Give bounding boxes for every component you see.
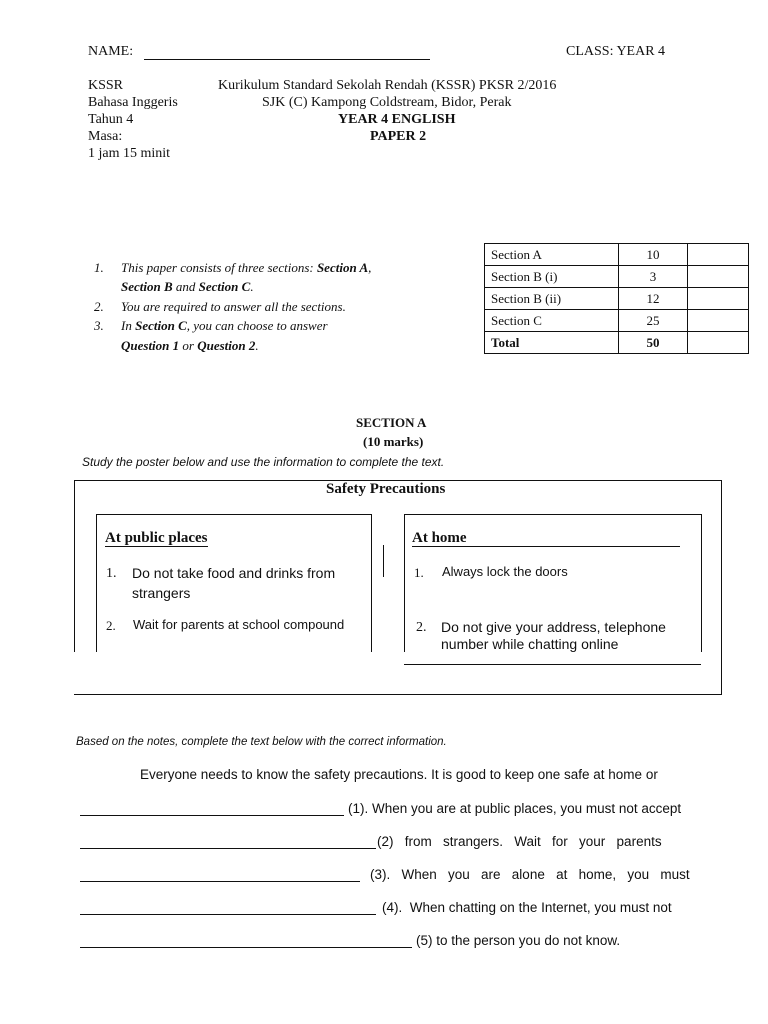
- instruction-text: You are required to answer all the sections.: [121, 299, 346, 314]
- left-item2-num: 2.: [106, 618, 116, 633]
- left-item2: Wait for parents at school compound: [133, 617, 345, 632]
- left-item1-line1: Do not take food and drinks from: [132, 565, 336, 581]
- poster-title: Safety Precautions: [326, 481, 446, 497]
- instruction-text: .: [250, 279, 254, 294]
- left-col-subject: Bahasa Inggeris: [88, 95, 178, 110]
- score-cell[interactable]: [688, 266, 749, 288]
- table-row: [485, 244, 749, 266]
- completion-line-2: (2) from strangers. Wait for your parents: [377, 834, 662, 849]
- blank-4[interactable]: [80, 914, 376, 915]
- completion-intro: Everyone needs to know the safety precautions. It is good to keep one safe at home or: [140, 767, 658, 782]
- total-score-cell[interactable]: [688, 332, 749, 354]
- instruction-text: , you can choose to answer: [186, 318, 328, 333]
- completion-line-4: (4). When chatting on the Internet, you must not: [382, 900, 672, 915]
- total-label-cell: Total: [485, 332, 619, 354]
- left-box-top: [96, 514, 372, 515]
- marks-cell: 3: [619, 266, 688, 288]
- right-item2-line2: number while chatting online: [441, 636, 619, 652]
- total-marks-cell: 50: [619, 332, 688, 354]
- completion-instruction: Based on the notes, complete the text below with the correct information.: [76, 736, 447, 748]
- curriculum-line: Kurikulum Standard Sekolah Rendah (KSSR) PKSR 2/2016: [218, 78, 557, 93]
- instruction-num-3: 3.: [94, 318, 104, 333]
- left-col-kssr: KSSR: [88, 78, 124, 93]
- right-box-top: [404, 514, 701, 515]
- marks-cell: 12: [619, 288, 688, 310]
- completion-line-3: (3). When you are alone at home, you must: [370, 867, 690, 882]
- table-row-total: [485, 332, 749, 354]
- instruction-num-2: 2.: [94, 299, 104, 314]
- class-label: CLASS: YEAR 4: [566, 44, 666, 59]
- left-col-duration: 1 jam 15 minit: [88, 146, 171, 161]
- score-cell[interactable]: [688, 310, 749, 332]
- instruction-text: .: [255, 338, 259, 353]
- instruction-text: or: [179, 338, 198, 353]
- blank-2[interactable]: [80, 848, 376, 849]
- marks-table: [484, 243, 749, 354]
- right-box-bottom: [404, 664, 701, 665]
- left-heading: At public places: [105, 530, 208, 546]
- right-item1: Always lock the doors: [442, 564, 568, 579]
- instruction-text: In: [121, 318, 136, 333]
- instruction-emphasis: Question 1: [121, 338, 180, 353]
- poster-left-border: [74, 480, 75, 652]
- left-col-time-label: Masa:: [88, 129, 123, 144]
- instruction-text: ,: [368, 260, 372, 275]
- blank-1[interactable]: [80, 815, 344, 816]
- section-cell: Section B (ii): [485, 288, 619, 310]
- section-a-instruction: Study the poster below and use the information to complete the text.: [82, 455, 445, 469]
- right-box-left: [404, 514, 405, 652]
- left-box-left: [96, 514, 97, 652]
- completion-line-1: (1). When you are at public places, you must not accept: [348, 801, 682, 816]
- left-item1-num: 1.: [106, 566, 117, 581]
- instruction-1-cont: [121, 279, 254, 295]
- school-line: SJK (C) Kampong Coldstream, Bidor, Perak: [262, 95, 512, 110]
- paper-title: YEAR 4 ENGLISH: [338, 112, 456, 127]
- right-box-right: [701, 514, 702, 652]
- instruction-emphasis: Section C: [198, 279, 251, 294]
- name-line: [144, 59, 430, 60]
- right-item2-num: 2.: [416, 620, 427, 635]
- section-a-marks: (10 marks): [363, 434, 424, 449]
- score-cell[interactable]: [688, 244, 749, 266]
- name-label: NAME:: [88, 44, 134, 59]
- section-cell: Section A: [485, 244, 619, 266]
- left-item1-line2: strangers: [132, 585, 191, 601]
- right-item2-line1: Do not give your address, telephone: [441, 619, 666, 635]
- left-box-right: [371, 514, 372, 652]
- paper-number: PAPER 2: [370, 129, 427, 144]
- instruction-3: [121, 318, 328, 334]
- instruction-emphasis: Section A: [316, 260, 369, 275]
- instruction-text: This paper consists of three sections:: [121, 260, 317, 275]
- instruction-2: [121, 299, 346, 315]
- section-cell: Section C: [485, 310, 619, 332]
- instruction-num-1: 1.: [94, 260, 104, 275]
- left-col-year: Tahun 4: [88, 112, 134, 127]
- poster-right-border: [721, 480, 722, 695]
- table-row: [485, 288, 749, 310]
- right-item1-num: 1.: [414, 565, 424, 580]
- table-row: [485, 266, 749, 288]
- section-cell: Section B (i): [485, 266, 619, 288]
- right-heading-underline: [412, 546, 680, 547]
- table-row: [485, 310, 749, 332]
- completion-line-5: (5) to the person you do not know.: [416, 933, 621, 948]
- instruction-3-cont: [121, 338, 259, 354]
- right-heading: At home: [412, 530, 467, 546]
- score-cell[interactable]: [688, 288, 749, 310]
- instruction-text: and: [172, 279, 199, 294]
- marks-cell: 10: [619, 244, 688, 266]
- marks-cell: 25: [619, 310, 688, 332]
- instruction-1: [121, 260, 371, 276]
- blank-3[interactable]: [80, 881, 360, 882]
- instruction-emphasis: Section B: [121, 279, 173, 294]
- section-a-title: SECTION A: [356, 415, 427, 430]
- divider: [383, 545, 384, 577]
- instruction-emphasis: Section C: [135, 318, 187, 333]
- blank-5[interactable]: [80, 947, 412, 948]
- instruction-emphasis: Question 2: [197, 338, 256, 353]
- poster-bottom-border: [74, 694, 722, 695]
